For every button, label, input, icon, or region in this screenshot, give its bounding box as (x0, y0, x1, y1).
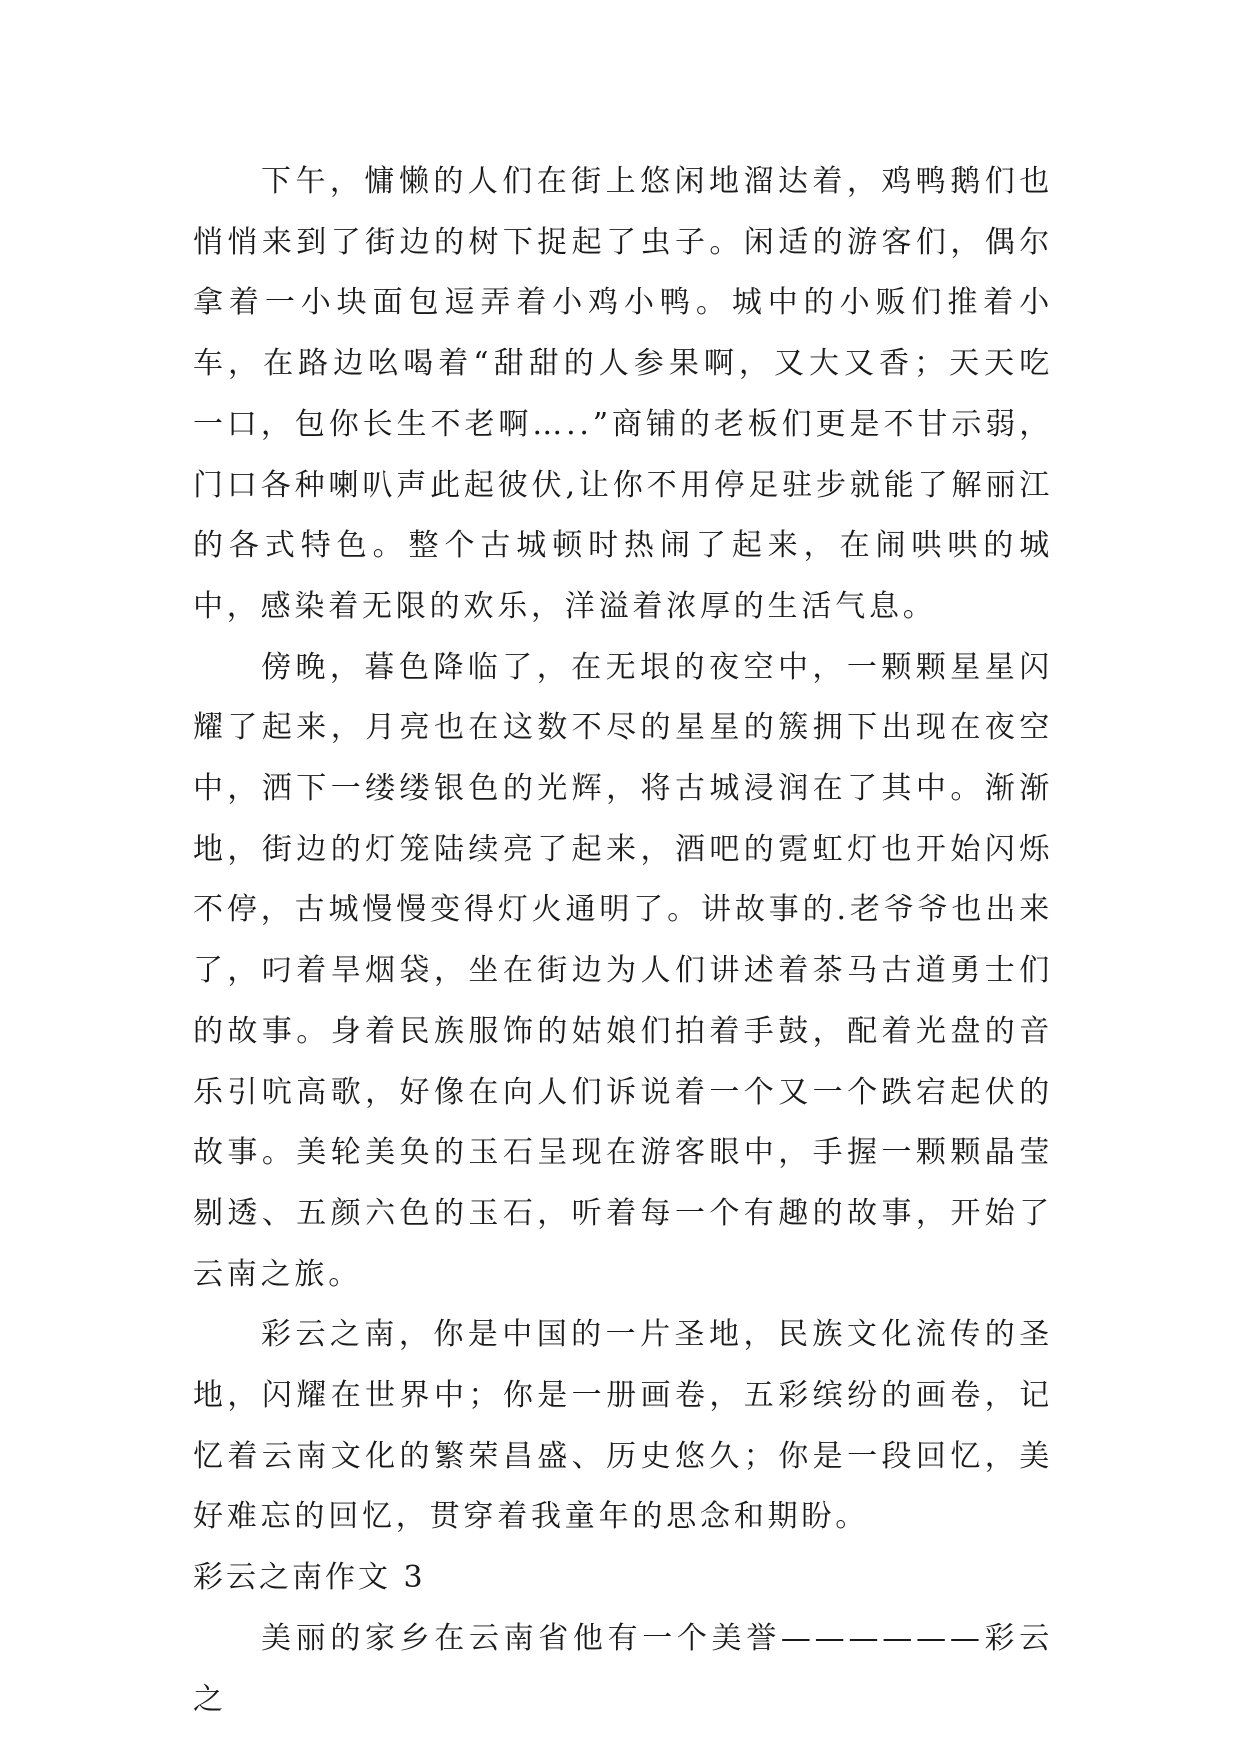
essay-heading: 彩云之南作文 3 (193, 1560, 426, 1596)
paragraph-conclusion: 彩云之南，你是中国的一片圣地，民族文化流传的圣地，闪耀在世界中；你是一册画卷，五彩缤纷的画卷，记忆着云南文化的繁荣昌盛、历史悠久；你是一段回忆，美好难忘的回忆，贯穿着我童年的思念和期盼。 (193, 1317, 1053, 1535)
document-body (193, 152, 1053, 1730)
paragraph-essay-3-opening: 美丽的家乡在云南省他有一个美誉——————彩云之 (193, 1620, 1053, 1717)
paragraph-evening: 傍晚，暮色降临了，在无垠的夜空中，一颗颗星星闪耀了起来，月亮也在这数不尽的星星的簇拥下出现在夜空中，洒下一缕缕银色的光辉，将古城浸润在了其中。渐渐地，街边的灯笼陆续亮了起来，酒吧的霓虹灯也开始闪烁不停，古城慢慢变得灯火通明了。讲故事的.老爷爷也出来了，叼着旱烟袋，坐在街边为人们讲述着茶马古道勇士们的故事。身着民族服饰的姑娘们拍着手鼓，配着光盘的音乐引吭高歌，好像在向人们诉说着一个又一个跌宕起伏的故事。美轮美奂的玉石呈现在游客眼中，手握一颗颗晶莹剔透、五颜六色的玉石，听着每一个有趣的故事，开始了云南之旅。 (193, 649, 1053, 1292)
paragraph-afternoon: 下午，慵懒的人们在街上悠闲地溜达着，鸡鸭鹅们也悄悄来到了街边的树下捉起了虫子。闲适的游客们，偶尔拿着一小块面包逗弄着小鸡小鸭。城中的小贩们推着小车，在路边吆喝着“甜甜的人参果啊，又大又香；天天吃一口，包你长生不老啊…..”商铺的老板们更是不甘示弱，门口各种喇叭声此起彼伏,让你不用停足驻步就能了解丽江的各式特色。整个古城顿时热闹了起来，在闹哄哄的城中，感染着无限的欢乐，洋溢着浓厚的生活气息。 (193, 164, 1053, 624)
